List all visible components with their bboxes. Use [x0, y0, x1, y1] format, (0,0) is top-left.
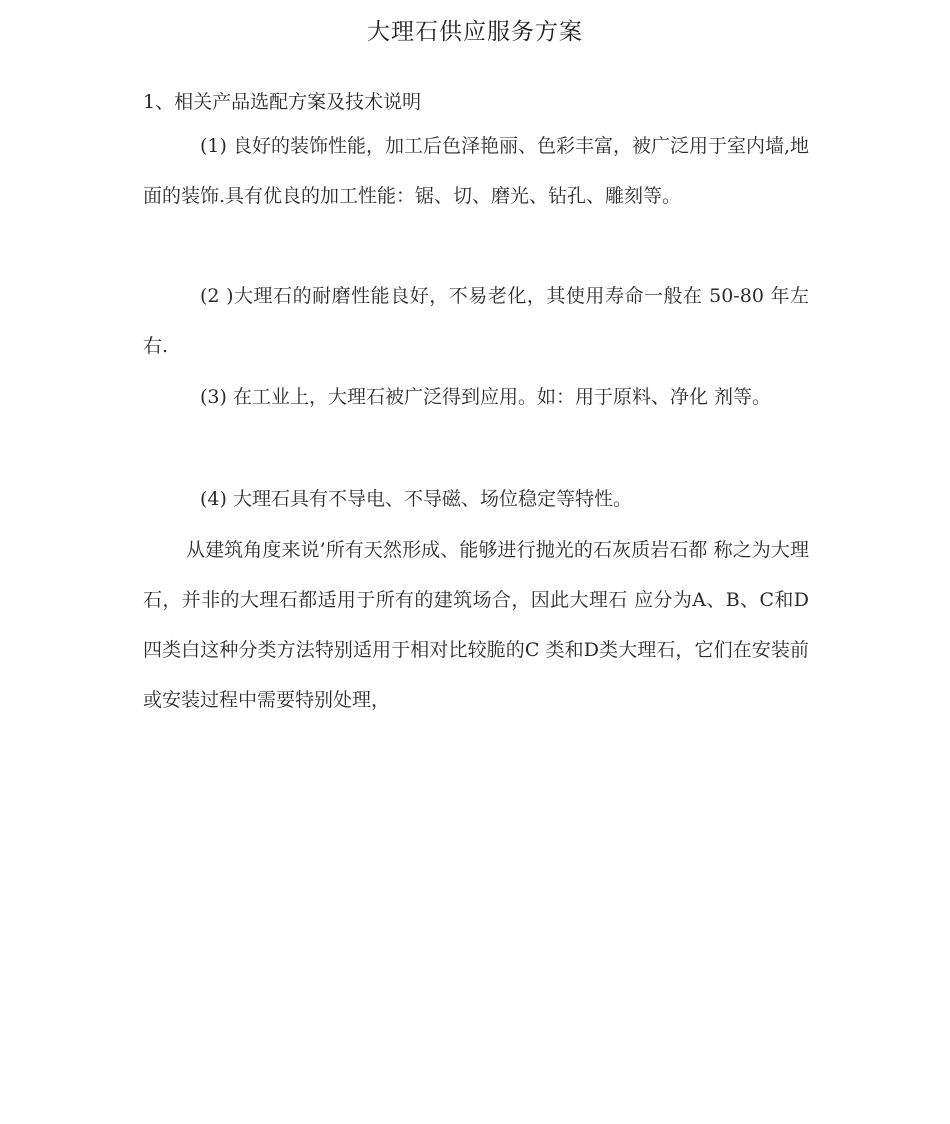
- paragraph-industrial-use: (3) 在工业上，大理石被广泛得到应用。如：用于原料、净化 剂等。: [200, 386, 771, 408]
- paragraph-decorative-performance: (1) 良好的装饰性能，加工后色泽艳丽、色彩丰富，被广泛用于室内墙,地面的装饰.具有优良的加工性能：锯、切、磨光、钻孔、雕刻等。: [143, 135, 809, 207]
- section-heading: 1、相关产品选配方案及技术说明: [143, 91, 422, 113]
- document-title: 大理石供应服务方案: [367, 19, 583, 45]
- paragraph-electrical-properties: (4) 大理石具有不导电、不导磁、场位稳定等特性。: [200, 488, 632, 510]
- paragraph-wear-resistance: (2 )大理石的耐磨性能良好，不易老化，其使用寿命一般在 50-80 年左右.: [143, 285, 809, 357]
- paragraph-architectural-classification: 从建筑角度来说’所有天然形成、能够进行抛光的石灰质岩石都 称之为大理石，并非的大理石都适用于所有的建筑场合，因此大理石 应分为A、B、C和D四类白这种分类方法特别适用于相对比较脆的C 类和D类大理石，它们在安装前或安装过程中需要特别处理，: [143, 539, 809, 711]
